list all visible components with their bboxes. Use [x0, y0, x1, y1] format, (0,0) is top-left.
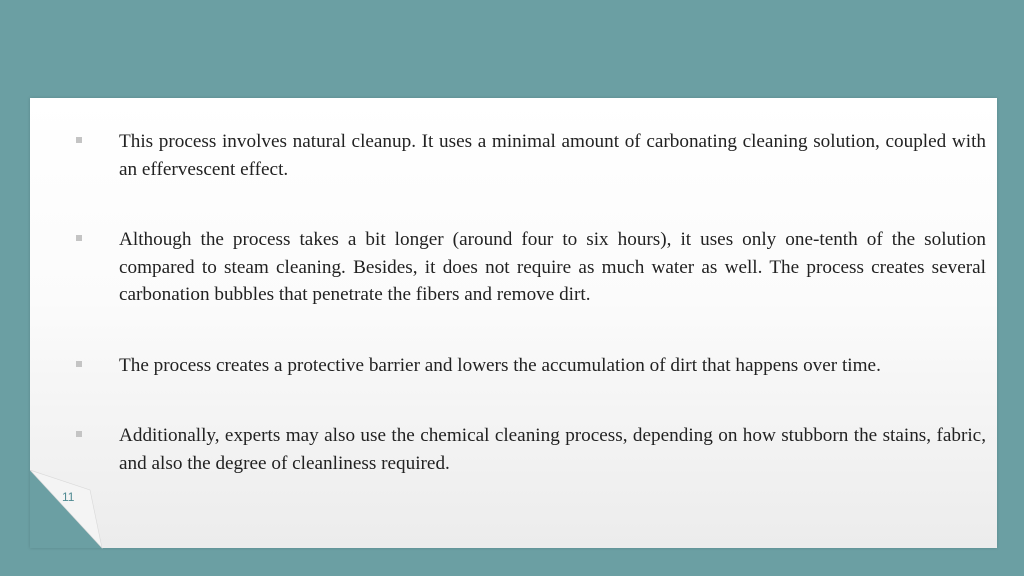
page-number: 11: [62, 490, 75, 504]
bullet-text-4: Additionally, experts may also use the chemical cleaning process, depending on how stubborn the stains, fabric, and also the degree of cleanliness required.: [119, 425, 986, 474]
bullet-text-1: This process involves natural cleanup. It uses a minimal amount of carbonating cleaning solution, coupled with an effervescent effect.: [119, 131, 986, 180]
bullet-item-4: [72, 422, 986, 477]
bullet-list: [72, 128, 986, 477]
square-bullet-icon: [76, 235, 82, 241]
bullet-item-3: [72, 352, 986, 380]
bullet-text-2: Although the process takes a bit longer (around four to six hours), it uses only one-tenth of the solution compared to steam cleaning. Besides, it does not require as much water as well. The process creates several carbonation bubbles that penetrate the fibers and remove dirt.: [119, 229, 986, 305]
bullet-item-2: [72, 226, 986, 309]
bullet-text-3: The process creates a protective barrier and lowers the accumulation of dirt that happens over time.: [119, 354, 881, 376]
bullet-item-1: [72, 128, 986, 183]
page-curl-corner: [30, 470, 105, 550]
square-bullet-icon: [76, 137, 82, 143]
square-bullet-icon: [76, 361, 82, 367]
square-bullet-icon: [76, 431, 82, 437]
